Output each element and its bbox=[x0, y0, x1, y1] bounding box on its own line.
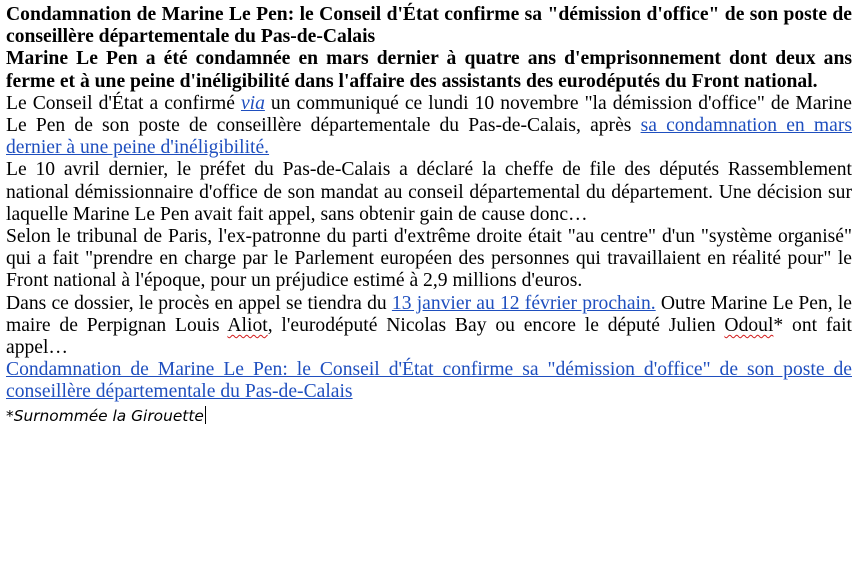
condamnation-link[interactable]: sa condamnation en mars dernier à une peine d'inéligibilité. bbox=[6, 115, 852, 159]
paragraph-4 bbox=[6, 293, 852, 360]
footnote bbox=[6, 405, 852, 427]
text-cursor bbox=[205, 406, 206, 424]
footnote-text: *Surnommée la Girouette bbox=[6, 406, 204, 425]
spellcheck-word-aliot[interactable]: Aliot bbox=[227, 314, 268, 336]
paragraph-4-text-end: * ont fait appel… bbox=[6, 314, 853, 359]
spellcheck-word-odoul[interactable]: Odoul bbox=[724, 314, 774, 336]
article-lead: Marine Le Pen a été condamnée en mars dernier à quatre ans d'emprisonnement dont deux ans ferme et à une peine d'inéligibilité dans l'affaire des assistants des eurodéputés du Front national. bbox=[6, 48, 852, 92]
paragraph-1-text-middle: un communiqué ce lundi 10 novembre "la démission d'office" de Marine Le Pen de son poste de conseillère départementale du Pas-de-Calais, après bbox=[6, 92, 852, 137]
dates-link[interactable]: 13 janvier au 12 février prochain. bbox=[391, 292, 656, 314]
paragraph-1-text-start: Le Conseil d'État a confirmé bbox=[6, 92, 241, 114]
paragraph-2: Le 10 avril dernier, le préfet du Pas-de-Calais a déclaré la cheffe de file des députés Rassemblement national démissionnaire d'office de son mandat au conseil départemental du département. Une décision sur laquelle Marine Le Pen avait fait appel, sans obtenir gain de cause donc… bbox=[6, 159, 852, 225]
via-link[interactable]: via bbox=[240, 92, 265, 114]
article-headline: Condamnation de Marine Le Pen: le Conseil d'État confirme sa "démission d'office" de son poste de conseillère départementale du Pas-de-Calais bbox=[6, 4, 852, 48]
source-paragraph bbox=[6, 359, 852, 403]
paragraph-4-text-start: Dans ce dossier, le procès en appel se tiendra du bbox=[6, 292, 392, 314]
paragraph-3: Selon le tribunal de Paris, l'ex-patronne du parti d'extrême droite était "au centre" d'un "système organisé" qui a fait "prendre en charge par le Parlement européen des personnes qui travaillaient en réalité pour" le Front national à l'époque, pour un préjudice estimé à 2,9 millions d'euros. bbox=[6, 226, 852, 292]
paragraph-4-text-middle: , l'eurodéputé Nicolas Bay ou encore le député Julien bbox=[267, 314, 725, 336]
document-body[interactable] bbox=[6, 4, 852, 427]
source-article-link[interactable]: Condamnation de Marine Le Pen: le Conseil d'État confirme sa "démission d'office" de son poste de conseillère départementale du Pas-de-Calais bbox=[6, 359, 852, 403]
paragraph-1 bbox=[6, 93, 852, 160]
paragraph-4-text-after-link: Outre Marine Le Pen, le maire de Perpignan Louis bbox=[6, 292, 852, 336]
